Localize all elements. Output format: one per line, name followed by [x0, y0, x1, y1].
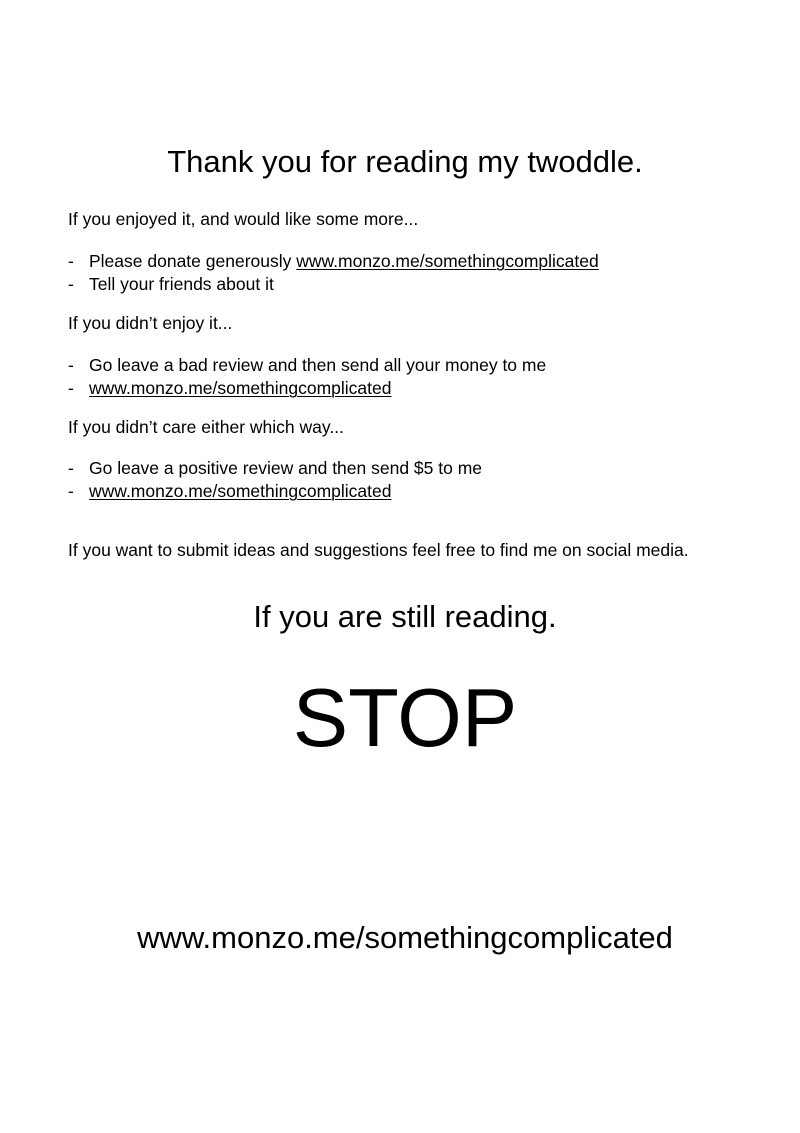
- footer-link[interactable]: www.monzo.me/somethingcomplicated: [137, 920, 673, 955]
- list-item: [68, 273, 599, 296]
- list-item-text: Tell your friends about it: [89, 274, 274, 294]
- dash-bullet: -: [68, 458, 74, 478]
- list-item: [68, 377, 546, 400]
- monzo-link[interactable]: www.monzo.me/somethingcomplicated: [89, 378, 392, 398]
- didnt-enjoy-intro: If you didn’t enjoy it...: [68, 313, 233, 333]
- list-item: [68, 354, 546, 377]
- stop-heading: STOP: [292, 671, 518, 764]
- list-item: [68, 480, 482, 503]
- suggestions-text: If you want to submit ideas and suggestions feel free to find me on social media.: [68, 540, 689, 560]
- dash-bullet: -: [68, 481, 74, 501]
- list-item: [68, 250, 599, 273]
- enjoyed-intro: If you enjoyed it, and would like some more...: [68, 209, 419, 229]
- page-title: Thank you for reading my twoddle.: [167, 144, 643, 179]
- enjoyed-list: [68, 250, 599, 296]
- monzo-link[interactable]: www.monzo.me/somethingcomplicated: [89, 481, 392, 501]
- still-reading-heading: If you are still reading.: [253, 599, 557, 634]
- didnt-enjoy-list: [68, 354, 546, 400]
- didnt-care-intro: If you didn’t care either which way...: [68, 417, 344, 437]
- list-item-text: Please donate generously: [89, 251, 297, 271]
- donate-link[interactable]: www.monzo.me/somethingcomplicated: [296, 251, 599, 271]
- dash-bullet: -: [68, 274, 74, 294]
- list-item: [68, 457, 482, 480]
- dash-bullet: -: [68, 378, 74, 398]
- dash-bullet: -: [68, 355, 74, 375]
- list-item-text: Go leave a positive review and then send $5 to me: [89, 458, 483, 478]
- dash-bullet: -: [68, 251, 74, 271]
- list-item-text: Go leave a bad review and then send all your money to me: [89, 355, 547, 375]
- didnt-care-list: [68, 457, 482, 503]
